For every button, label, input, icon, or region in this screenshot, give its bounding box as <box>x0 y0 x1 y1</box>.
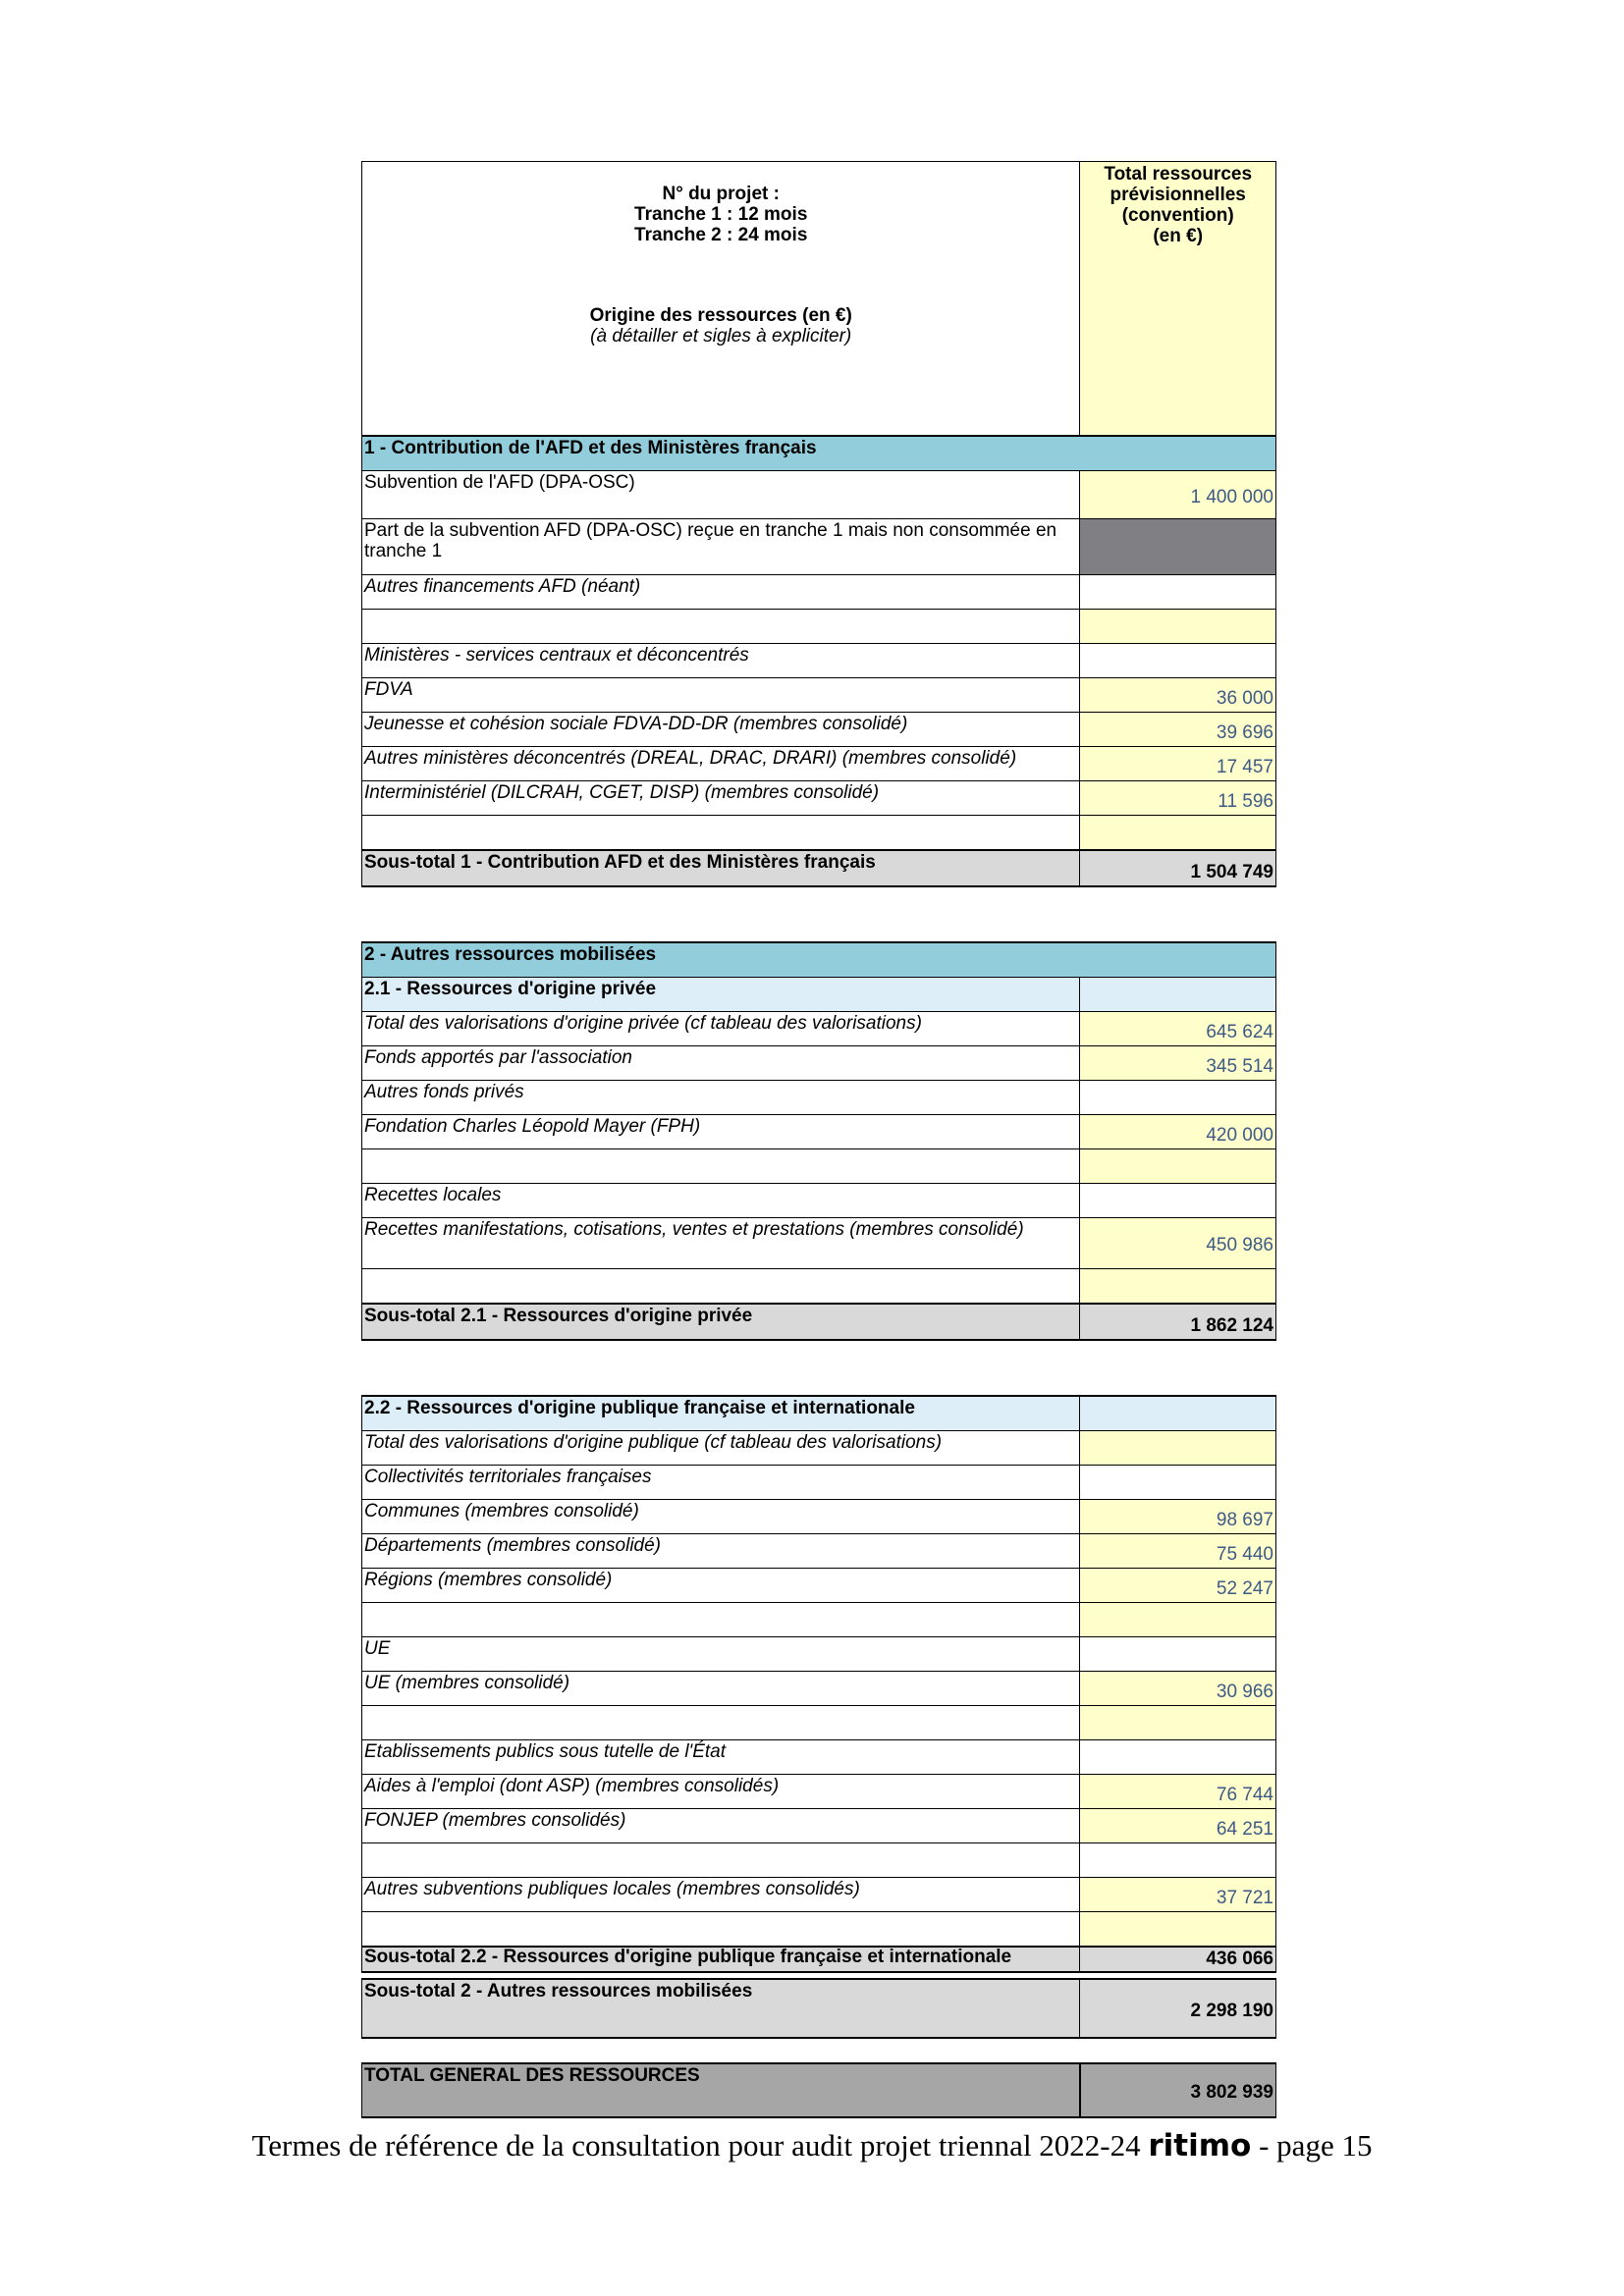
table-row <box>361 1012 1276 1046</box>
table-row <box>361 1843 1276 1878</box>
subtotal-2-row <box>361 1978 1276 2039</box>
row-label: Régions (membres consolidé) <box>364 1570 613 1590</box>
row-value-empty <box>1079 1397 1275 1430</box>
row-label: Part de la subvention AFD (DPA-OSC) reçue en tranche 1 mais non consommée en tranche 1 <box>364 520 1057 561</box>
row-value: 11 596 <box>1079 781 1275 815</box>
row-label: Total des valorisations d'origine privée (cf tableau des valorisations) <box>364 1013 922 1034</box>
table-row <box>361 1603 1276 1637</box>
section-1-header <box>361 435 1276 471</box>
row-label: Total des valorisations d'origine publique (cf tableau des valorisations) <box>364 1432 943 1453</box>
table-row <box>361 471 1276 519</box>
table-row <box>361 1218 1276 1269</box>
table-row <box>361 1115 1276 1149</box>
column-title-line: (convention) <box>1121 205 1234 226</box>
row-value: 345 514 <box>1079 1046 1275 1080</box>
table-row <box>361 1046 1276 1081</box>
row-value-empty <box>1079 816 1275 849</box>
section-2-2-title: 2.2 - Ressources d'origine publique française et internationale <box>364 1398 915 1418</box>
row-label: Recettes locales <box>364 1185 502 1205</box>
row-label: Ministères - services centraux et déconcentrés <box>364 645 749 666</box>
row-label-empty <box>362 1912 1079 1946</box>
table-row <box>361 1534 1276 1569</box>
subtotal-2-1-row <box>361 1303 1276 1341</box>
row-label: FONJEP (membres consolidés) <box>364 1810 626 1831</box>
table-row <box>361 1878 1276 1912</box>
row-label: Aides à l'emploi (dont ASP) (membres consolidés) <box>364 1776 780 1796</box>
table-row <box>361 1431 1276 1466</box>
brand-logo: ritimo <box>1148 2128 1252 2163</box>
section-2-2-header <box>361 1395 1276 1431</box>
table-row <box>361 575 1276 610</box>
row-value: 36 000 <box>1079 678 1275 712</box>
table-row <box>361 816 1276 849</box>
row-label: Fonds apportés par l'association <box>364 1047 632 1068</box>
row-label: UE (membres consolidé) <box>364 1673 570 1693</box>
section-2-1-title: 2.1 - Ressources d'origine privée <box>364 979 657 999</box>
row-label-empty <box>362 1843 1079 1877</box>
table-row <box>361 1149 1276 1184</box>
spacer <box>361 887 1276 941</box>
row-value-empty <box>1079 1706 1275 1739</box>
table-row <box>361 519 1276 575</box>
table-row <box>361 610 1276 644</box>
spacer <box>361 1341 1276 1395</box>
subtotal-2-1-value: 1 862 124 <box>1079 1305 1275 1339</box>
row-value: 64 251 <box>1079 1809 1275 1842</box>
table-row <box>361 747 1276 781</box>
grand-total-label: TOTAL GENERAL DES RESSOURCES <box>364 2065 700 2086</box>
subtotal-2-value: 2 298 190 <box>1079 1980 1275 2037</box>
subtotal-2-2-label: Sous-total 2.2 - Ressources d'origine publique française et internationale <box>364 1947 1012 1967</box>
subtotal-2-2-row <box>361 1946 1276 1973</box>
row-label-empty <box>362 816 1079 849</box>
table-row <box>361 1637 1276 1672</box>
row-label: Communes (membres consolidé) <box>364 1501 639 1522</box>
grand-total-value: 3 802 939 <box>1079 2064 1275 2116</box>
row-label: Fondation Charles Léopold Mayer (FPH) <box>364 1116 701 1137</box>
row-label: Collectivités territoriales françaises <box>364 1467 652 1487</box>
row-value-empty <box>1079 1269 1275 1303</box>
row-label-empty <box>362 1706 1079 1739</box>
column-title-line: (en €) <box>1153 226 1204 246</box>
row-value-empty <box>1079 519 1275 574</box>
table-row <box>361 1740 1276 1775</box>
project-number: N° du projet : <box>662 184 780 204</box>
column-title-line: Total ressources <box>1104 164 1253 185</box>
table-row <box>361 1466 1276 1500</box>
table-row <box>361 1081 1276 1115</box>
table-row <box>361 1809 1276 1843</box>
row-label: UE <box>364 1638 391 1659</box>
row-label: Autres fonds privés <box>364 1082 524 1102</box>
subtotal-2-2-value: 436 066 <box>1079 1948 1275 1971</box>
table-row <box>361 1269 1276 1303</box>
section-1-title: 1 - Contribution de l'AFD et des Ministères français <box>364 438 817 458</box>
section-2-1-header <box>361 978 1276 1012</box>
origin-note: (à détailler et sigles à expliciter) <box>590 326 852 347</box>
header-column-title <box>1079 162 1275 435</box>
row-value-empty <box>1079 1637 1275 1671</box>
row-value: 450 986 <box>1079 1218 1275 1268</box>
table-row <box>361 644 1276 678</box>
tranche-1: Tranche 1 : 12 mois <box>634 204 808 225</box>
row-label: Jeunesse et cohésion sociale FDVA-DD-DR (membres consolidé) <box>364 714 908 734</box>
grand-total-row <box>361 2062 1276 2118</box>
row-value-empty <box>1079 1466 1275 1499</box>
row-value: 37 721 <box>1079 1878 1275 1911</box>
table-row <box>361 1912 1276 1946</box>
row-value: 52 247 <box>1079 1569 1275 1602</box>
row-value-empty <box>1079 575 1275 609</box>
row-value-empty <box>1079 1912 1275 1946</box>
row-value-empty <box>1079 1431 1275 1465</box>
footer-text: Termes de référence de la consultation pour audit projet triennal 2022-24 <box>251 2128 1141 2163</box>
row-label: Recettes manifestations, cotisations, ventes et prestations (membres consolidé) <box>364 1219 1024 1240</box>
row-value-empty <box>1079 1081 1275 1114</box>
tranche-2: Tranche 2 : 24 mois <box>634 225 808 245</box>
spacer <box>361 2039 1276 2062</box>
table-row <box>361 713 1276 747</box>
row-value: 1 400 000 <box>1079 471 1275 518</box>
column-title-line: prévisionnelles <box>1110 185 1246 205</box>
subtotal-2-label: Sous-total 2 - Autres ressources mobilisées <box>364 1981 753 2002</box>
row-value-empty <box>1079 1184 1275 1217</box>
table-row <box>361 1184 1276 1218</box>
row-value: 17 457 <box>1079 747 1275 780</box>
row-label: FDVA <box>364 679 413 700</box>
row-label: Subvention de l'AFD (DPA-OSC) <box>364 472 635 493</box>
table-header <box>361 161 1276 435</box>
subtotal-1-row <box>361 849 1276 887</box>
row-value: 98 697 <box>1079 1500 1275 1533</box>
row-value: 420 000 <box>1079 1115 1275 1148</box>
row-value: 30 966 <box>1079 1672 1275 1705</box>
table-row <box>361 678 1276 713</box>
subtotal-1-label: Sous-total 1 - Contribution AFD et des Ministères français <box>364 852 876 873</box>
row-value-empty <box>1079 978 1275 1011</box>
row-value: 76 744 <box>1079 1775 1275 1808</box>
row-value-empty <box>1079 1843 1275 1877</box>
section-2-title: 2 - Autres ressources mobilisées <box>364 944 657 965</box>
row-label: Etablissements publics sous tutelle de l'État <box>364 1741 726 1762</box>
row-label: Départements (membres consolidé) <box>364 1535 662 1556</box>
row-value-empty <box>1079 644 1275 677</box>
row-value-empty <box>1079 610 1275 643</box>
header-left <box>362 162 1079 435</box>
row-value: 75 440 <box>1079 1534 1275 1568</box>
table-row <box>361 781 1276 816</box>
row-value: 645 624 <box>1079 1012 1275 1045</box>
table-row <box>361 1706 1276 1740</box>
row-label-empty <box>362 1269 1079 1303</box>
row-value: 39 696 <box>1079 713 1275 746</box>
origin-title: Origine des ressources (en €) <box>589 305 852 326</box>
row-label: Autres subventions publiques locales (membres consolidés) <box>364 1879 860 1899</box>
subtotal-1-value: 1 504 749 <box>1079 851 1275 885</box>
row-label-empty <box>362 1603 1079 1636</box>
row-label: Interministériel (DILCRAH, CGET, DISP) (membres consolidé) <box>364 782 880 803</box>
page-footer <box>0 2128 1624 2163</box>
table-row <box>361 1569 1276 1603</box>
row-value-empty <box>1079 1740 1275 1774</box>
page-number: - page 15 <box>1259 2128 1373 2163</box>
row-label-empty <box>362 1149 1079 1183</box>
row-label-empty <box>362 610 1079 643</box>
table-row <box>361 1672 1276 1706</box>
table-row <box>361 1500 1276 1534</box>
row-label: Autres financements AFD (néant) <box>364 576 641 597</box>
row-value-empty <box>1079 1149 1275 1183</box>
row-label: Autres ministères déconcentrés (DREAL, DRAC, DRARI) (membres consolidé) <box>364 748 1017 769</box>
table-row <box>361 1775 1276 1809</box>
row-value-empty <box>1079 1603 1275 1636</box>
subtotal-2-1-label: Sous-total 2.1 - Ressources d'origine privée <box>364 1306 753 1326</box>
resources-table <box>361 161 1276 2118</box>
section-2-header <box>361 941 1276 978</box>
